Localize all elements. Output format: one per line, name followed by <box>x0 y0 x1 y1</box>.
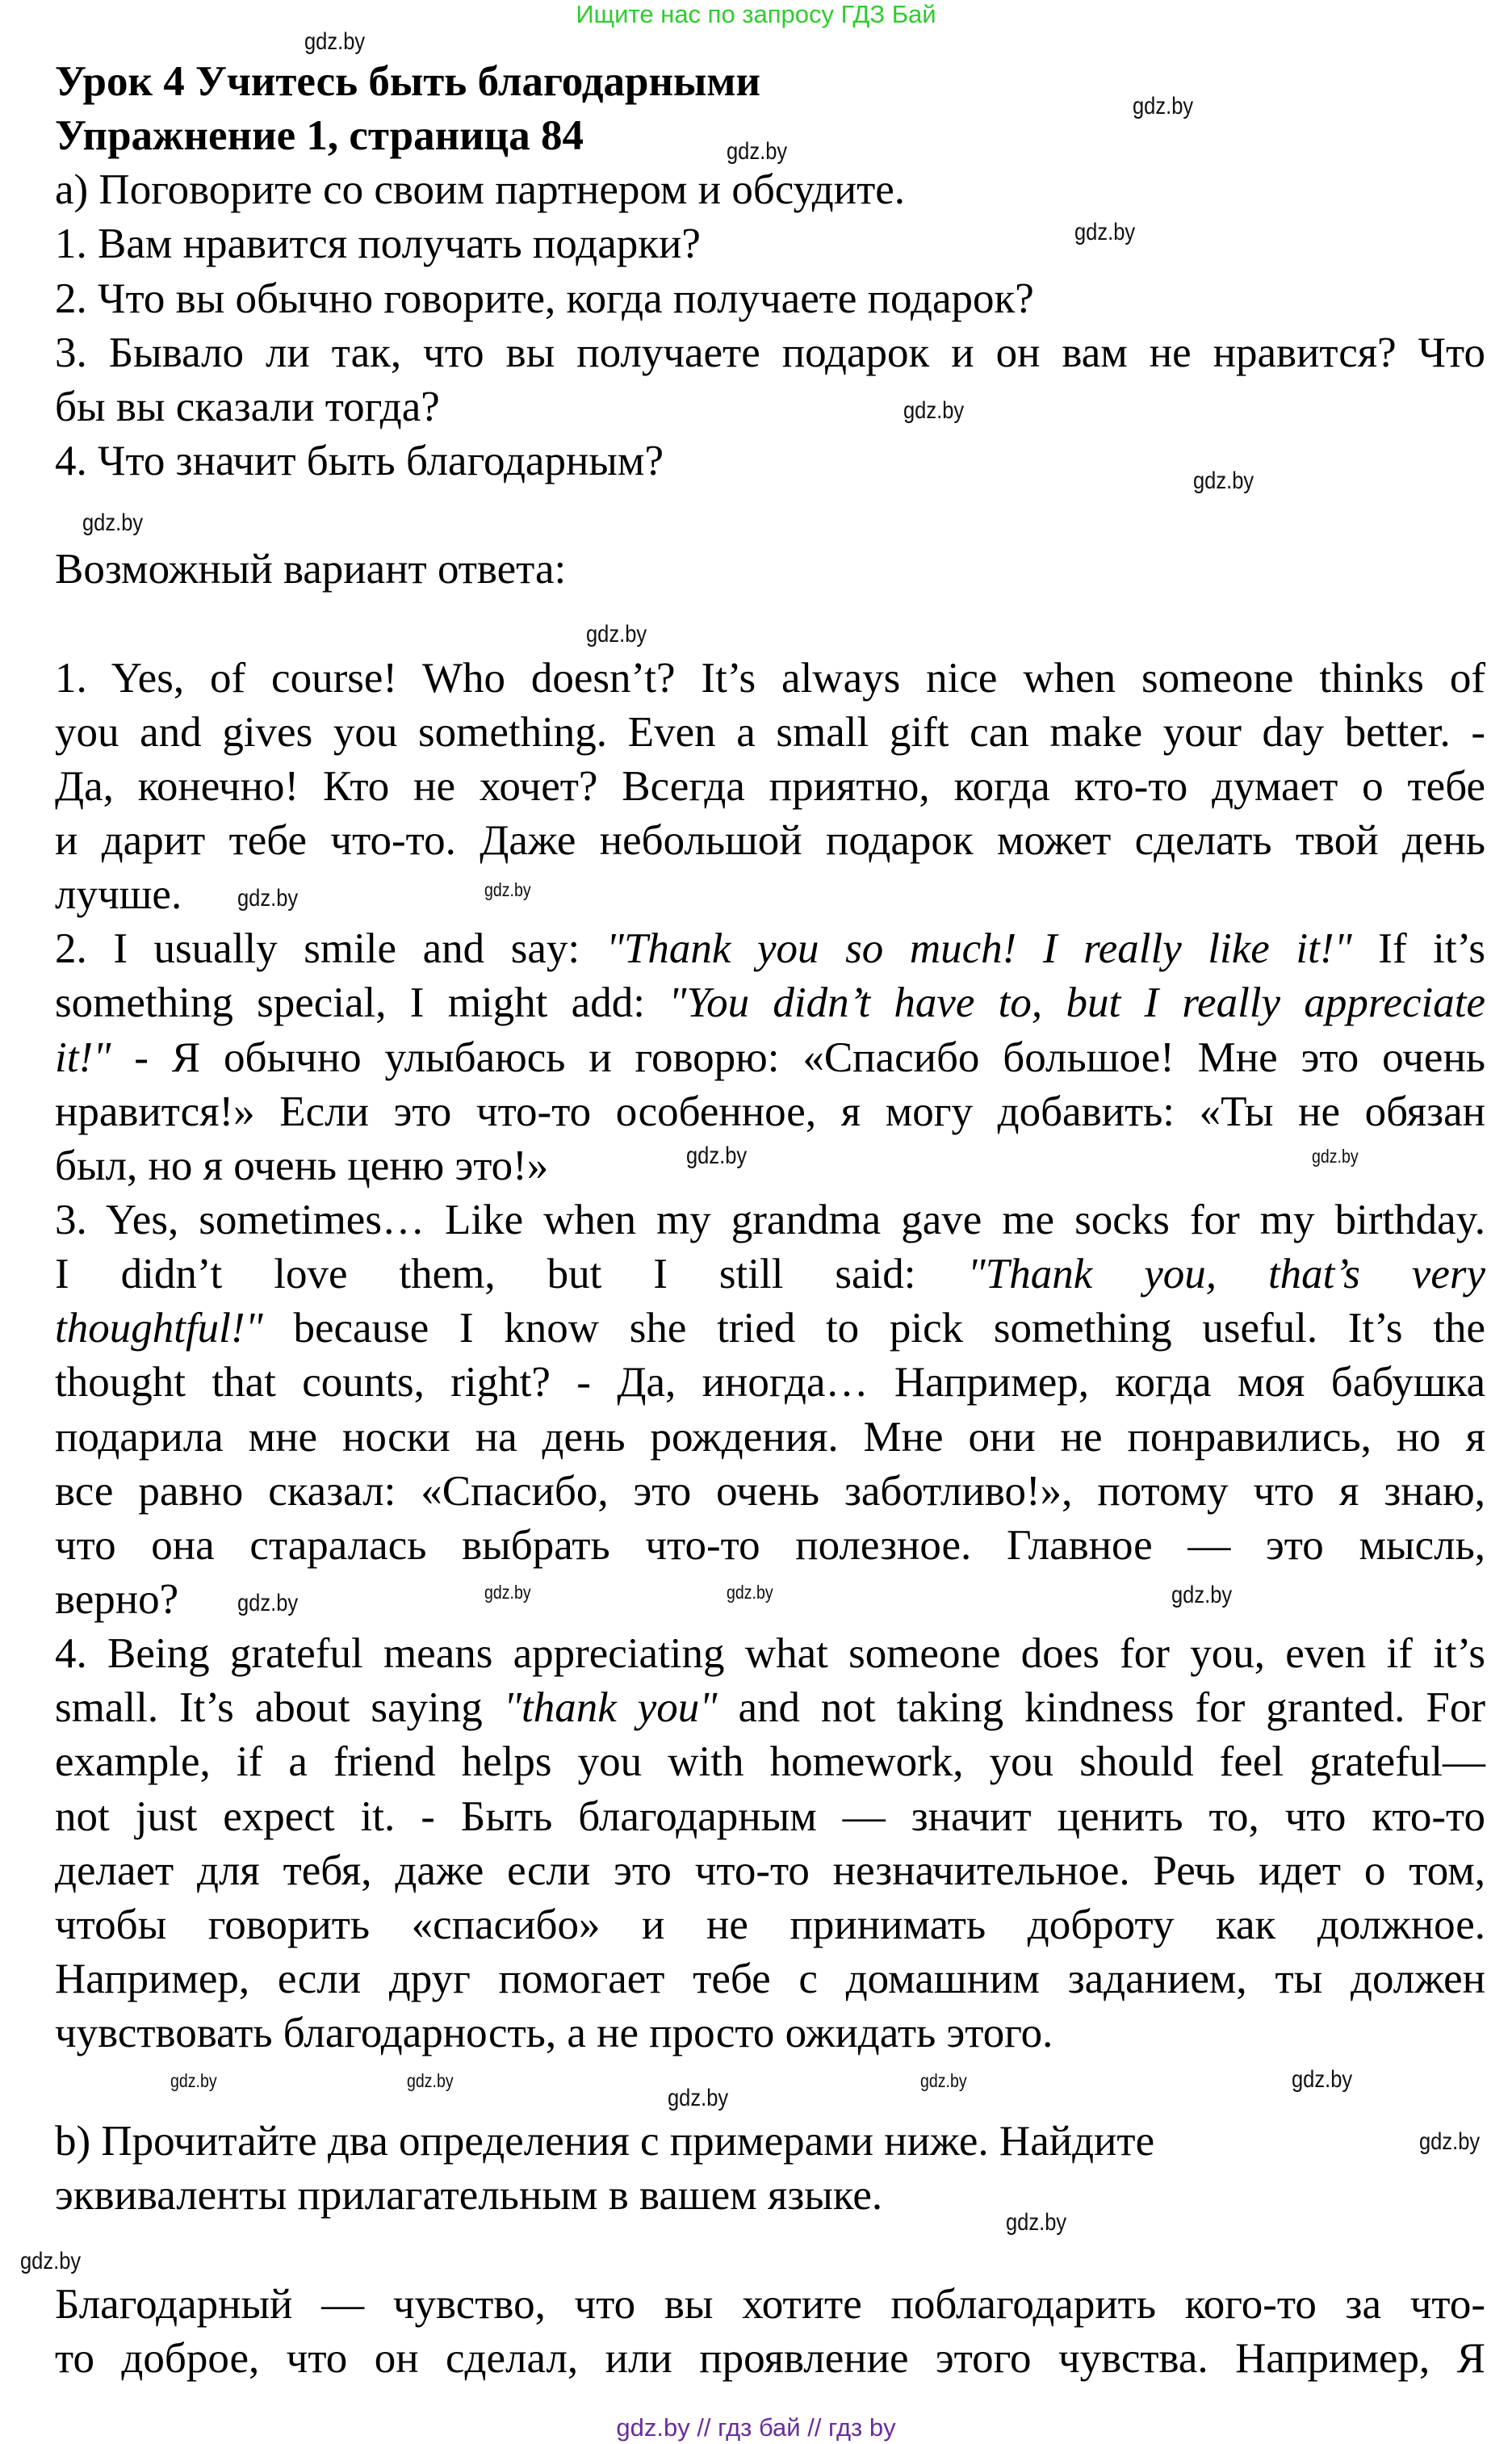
text-line: example, if a friend helps you with homework, you should feel grateful— <box>55 1738 1485 1786</box>
text-segment: I didn’t love them, but I still said: <box>55 1251 968 1298</box>
blank-line <box>55 2060 65 2115</box>
text-line: делает для тебя, даже если это что-то незначительное. Речь идет о том, <box>55 1847 1485 1894</box>
watermark: gdz.by <box>1419 2128 1481 2155</box>
watermark: gdz.by <box>170 2070 217 2091</box>
text-line: и дарит тебе что-то. Даже небольшой подарок может сделать твой день <box>55 816 1485 864</box>
watermark: gdz.by <box>1171 1582 1233 1608</box>
watermark: gdz.by <box>484 1582 531 1603</box>
italic-quote: "Thank you, that’s very <box>967 1251 1485 1298</box>
italic-quote: "You didn’t have to, but I really appreciate <box>668 979 1485 1027</box>
text-line: что она старалась выбрать что-то полезное. Главное — это мысль, <box>55 1521 1485 1569</box>
text-line: 3. Yes, sometimes… Like when my grandma gave me socks for my birthday. <box>55 1196 1485 1243</box>
text-line: Да, конечно! Кто не хочет? Всегда приятно, когда кто-то думает о тебе <box>55 762 1485 810</box>
text-line <box>55 1681 1485 1735</box>
watermark: gdz.by <box>586 621 647 648</box>
watermark: gdz.by <box>20 2248 82 2274</box>
watermark: gdz.by <box>237 885 299 912</box>
watermark: gdz.by <box>727 1582 773 1603</box>
watermark: gdz.by <box>1133 93 1194 119</box>
text-line: thought that counts, right? - Да, иногда… Например, когда моя бабушка <box>55 1359 1485 1406</box>
watermark: gdz.by <box>304 28 366 55</box>
watermark: gdz.by <box>1193 467 1254 494</box>
text-line: 2. Что вы обычно говорите, когда получаете подарок? <box>55 275 1034 322</box>
watermark: gdz.by <box>686 1142 748 1169</box>
text-line: Благодарный — чувство, что вы хотите поблагодарить кого-то за что- <box>55 2280 1485 2328</box>
text-line: то доброе, что он сделал, или проявление этого чувства. Например, Я <box>55 2334 1485 2382</box>
watermark: gdz.by <box>1312 1146 1359 1167</box>
text-segment: and not taking kindness for granted. For <box>717 1684 1485 1732</box>
text-line <box>55 976 1485 1030</box>
heading-line: Упражнение 1, страница 84 <box>55 112 584 160</box>
text-line: 1. Вам нравится получать подарки? <box>55 220 701 268</box>
footer-links: gdz.by // гдз бай // гдз by <box>616 2413 896 2442</box>
text-line: 3. Бывало ли так, что вы получаете подарок и он вам не нравится? Что <box>55 329 1485 376</box>
text-line: подарила мне носки на день рождения. Мне они не понравились, но я <box>55 1413 1485 1461</box>
text-line <box>55 1302 1485 1356</box>
text-segment: If it’s <box>1351 925 1485 973</box>
text-line: нравится!» Если это что-то особенное, я могу добавить: «Ты не обязан <box>55 1088 1485 1135</box>
watermark: gdz.by <box>407 2070 454 2091</box>
text-line: 1. Yes, of course! Who doesn’t? It’s always nice when someone thinks of <box>55 654 1485 702</box>
watermark: gdz.by <box>1006 2209 1067 2236</box>
heading-line: Урок 4 Учитесь быть благодарными <box>55 58 761 105</box>
italic-quote: "thank you" <box>503 1684 718 1732</box>
text-line <box>55 1247 1485 1302</box>
text-line: Возможный вариант ответа: <box>55 546 567 593</box>
text-line: бы вы сказали тогда? <box>55 383 440 430</box>
italic-quote: it!" <box>55 1033 111 1081</box>
search-banner: Ищите нас по запросу ГДЗ Бай <box>576 0 936 28</box>
text-line: лучше. <box>55 871 182 919</box>
text-line: not just expect it. - Быть благодарным — значит ценить то, что кто-то <box>55 1792 1485 1840</box>
watermark: gdz.by <box>920 2070 967 2091</box>
text-line <box>55 1031 1485 1085</box>
text-line: эквиваленты прилагательным в вашем языке. <box>55 2172 883 2220</box>
watermark: gdz.by <box>1074 219 1136 245</box>
text-line: b) Прочитайте два определения с примерами ниже. Найдите <box>55 2118 1155 2165</box>
blank-line <box>55 488 65 543</box>
text-line: был, но я очень ценю это!» <box>55 1142 549 1189</box>
text-segment: something special, I might add: <box>55 979 669 1027</box>
text-line: чтобы говорить «спасибо» и не принимать доброту как должное. <box>55 1901 1485 1948</box>
text-segment: 2. I usually smile and say: <box>55 925 606 973</box>
italic-quote: thoughtful!" <box>55 1305 263 1352</box>
text-line <box>55 922 1485 976</box>
watermark: gdz.by <box>727 138 788 165</box>
text-line: а) Поговорите со своим партнером и обсудите. <box>55 166 906 214</box>
watermark: gdz.by <box>903 397 965 424</box>
text-line: 4. Being grateful means appreciating what someone does for you, even if it’s <box>55 1630 1485 1678</box>
watermark: gdz.by <box>668 2085 729 2111</box>
watermark: gdz.by <box>1292 2066 1353 2093</box>
text-line: чувствовать благодарность, а не просто ожидать этого. <box>55 2010 1053 2057</box>
watermark: gdz.by <box>237 1590 299 1616</box>
text-segment: - Я обычно улыбаюсь и говорю: «Спасибо большое! Мне это очень <box>111 1033 1485 1081</box>
document-body <box>55 55 1485 2386</box>
text-segment: because I know she tried to pick something useful. It’s the <box>262 1305 1485 1352</box>
text-line: все равно сказал: «Спасибо, это очень заботливо!», потому что я знаю, <box>55 1467 1485 1515</box>
text-segment: small. It’s about saying <box>55 1684 504 1732</box>
text-line: you and gives you something. Even a small gift can make your day better. - <box>55 708 1485 756</box>
text-line: 4. Что значит быть благодарным? <box>55 437 664 484</box>
text-line: Например, если друг помогает тебе с домашним заданием, ты должен <box>55 1955 1485 2002</box>
watermark: gdz.by <box>484 879 531 900</box>
watermark: gdz.by <box>82 509 144 536</box>
text-line: верно? <box>55 1575 179 1623</box>
italic-quote: "Thank you so much! I really like it!" <box>605 925 1352 973</box>
blank-line <box>55 597 65 651</box>
